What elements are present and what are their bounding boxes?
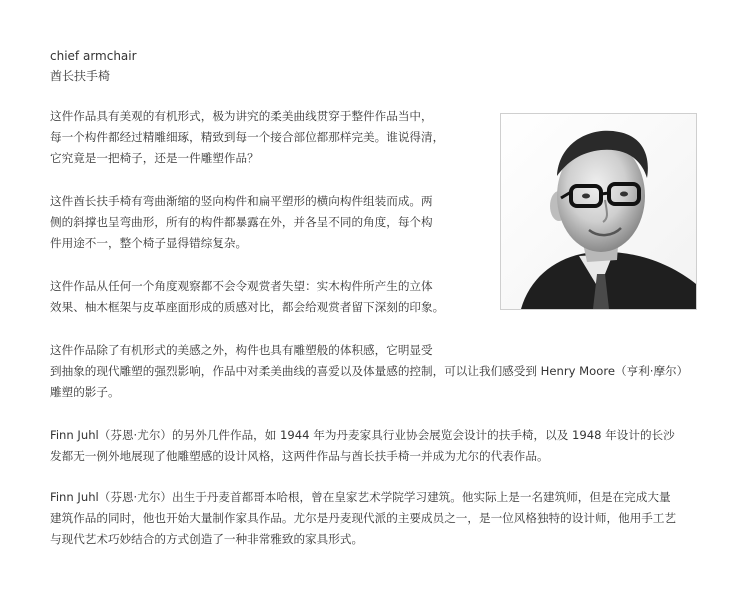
paragraph-sculpture bbox=[50, 340, 710, 403]
text-line: 到抽象的现代雕塑的强烈影响，作品中对柔美曲线的喜爱以及体量感的控制，可以让我们感受到 Henry Moore（亨利·摩尔） bbox=[50, 364, 689, 378]
text-line: Finn Juhl（芬恩·尤尔）的另外几件作品，如 1944 年为丹麦家具行业协会展览会设计的扶手椅，以及 1948 年设计的长沙 bbox=[50, 428, 675, 442]
text-line: Finn Juhl（芬恩·尤尔）出生于丹麦首都哥本哈根，曾在皇家艺术学院学习建筑。他实际上是一名建筑师，但是在完成大量 bbox=[50, 490, 671, 504]
paragraph-structure bbox=[50, 191, 460, 254]
text-line: 雕塑的影子。 bbox=[50, 385, 120, 399]
text-line: 每一个构件都经过精雕细琢，精致到每一个接合部位都那样完美。谁说得清， bbox=[50, 130, 445, 144]
paragraph-biography bbox=[50, 487, 710, 550]
text-line: 这件酋长扶手椅有弯曲渐缩的竖向构件和扁平塑形的横向构件组装而成。两 bbox=[50, 194, 433, 208]
portrait-photo bbox=[500, 113, 697, 310]
text-line: 建筑作品的同时，他也开始大量制作家具作品。尤尔是丹麦现代派的主要成员之一，是一位风格独特的设计师，他用手工艺 bbox=[50, 511, 677, 525]
text-line: 发都无一例外地展现了他雕塑感的设计风格，这两件作品与酋长扶手椅一并成为尤尔的代表作品。 bbox=[50, 449, 549, 463]
text-line: 它究竟是一把椅子，还是一件雕塑作品？ bbox=[50, 151, 259, 165]
text-line: 这件作品具有美观的有机形式，极为讲究的柔美曲线贯穿于整件作品当中， bbox=[50, 109, 433, 123]
text-line: 效果、柚木框架与皮革座面形成的质感对比，都会给观赏者留下深刻的印象。 bbox=[50, 300, 445, 314]
text-line: 侧的斜撑也呈弯曲形，所有的构件都暴露在外，并各呈不同的角度，每个构 bbox=[50, 215, 433, 229]
paragraph-other-works bbox=[50, 425, 710, 467]
paragraph-impression bbox=[50, 276, 460, 318]
title-chinese: 酋长扶手椅 bbox=[50, 69, 111, 83]
paragraph-intro bbox=[50, 106, 460, 169]
text-line: 件用途不一，整个椅子显得错综复杂。 bbox=[50, 236, 248, 250]
title-english: chief armchair bbox=[50, 49, 137, 63]
text-line: 这件作品从任何一个角度观察都不会令观赏者失望：实木构件所产生的立体 bbox=[50, 279, 433, 293]
person-portrait-icon bbox=[501, 114, 696, 309]
text-line: 与现代艺术巧妙结合的方式创造了一种非常雅致的家具形式。 bbox=[50, 532, 364, 546]
text-line: 这件作品除了有机形式的美感之外，构件也具有雕塑般的体积感，它明显受 bbox=[50, 343, 433, 357]
